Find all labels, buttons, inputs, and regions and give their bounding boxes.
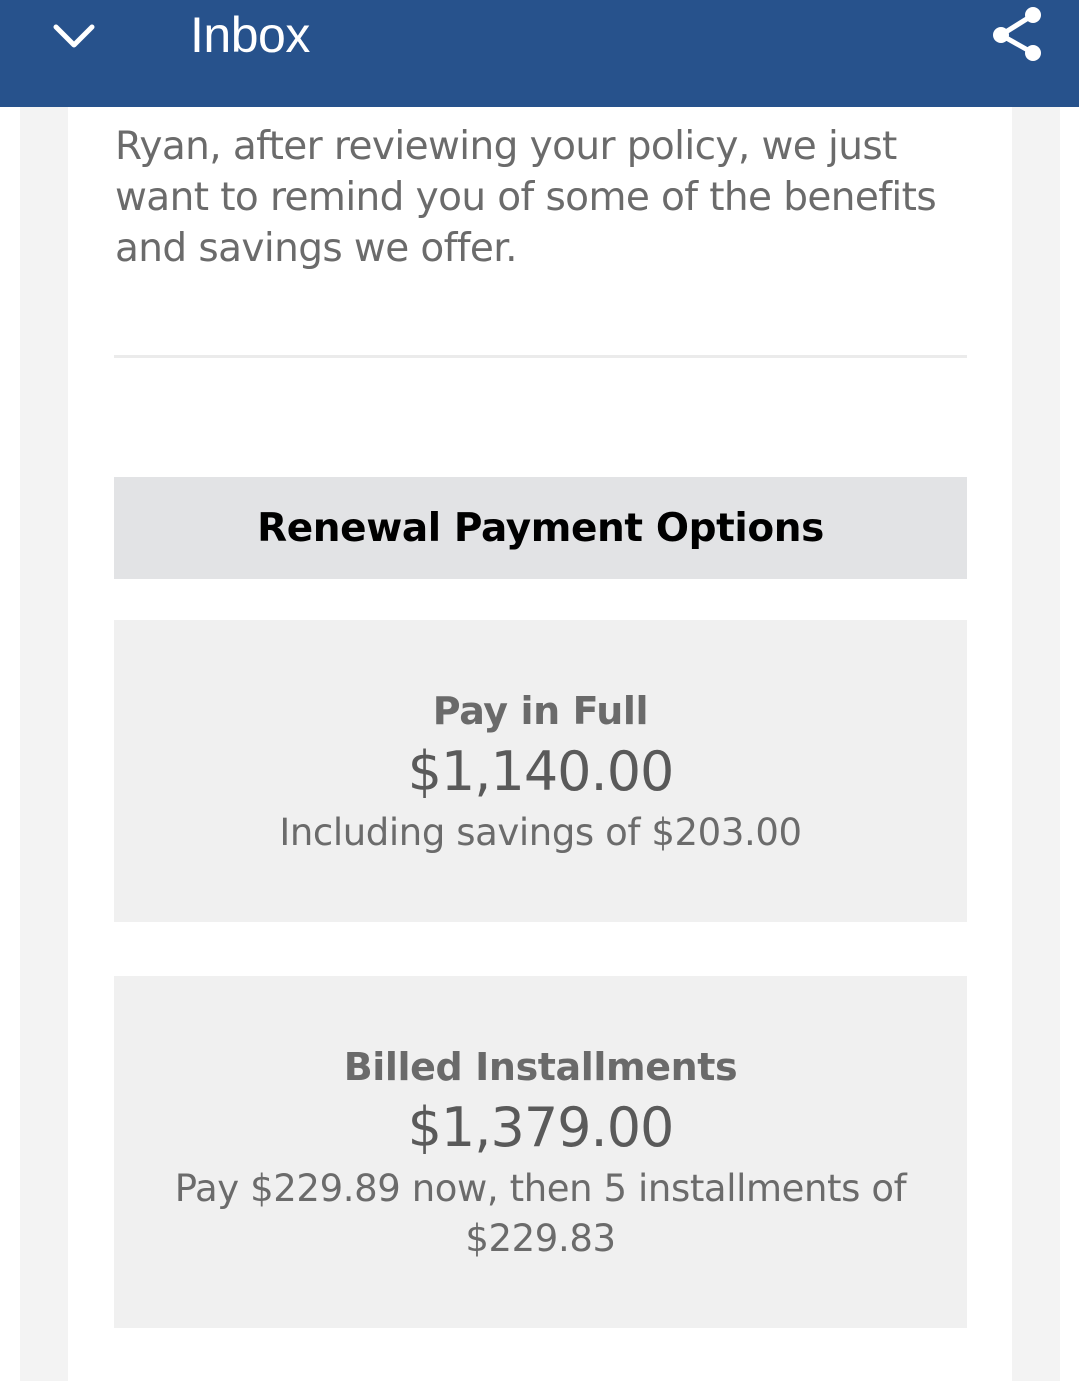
share-icon [989, 3, 1045, 63]
option-amount: $1,140.00 [407, 740, 674, 803]
option-title: Pay in Full [432, 689, 649, 733]
back-button[interactable] [44, 10, 104, 62]
share-button[interactable] [984, 0, 1050, 66]
pay-in-full-option[interactable] [114, 620, 967, 922]
left-gutter [20, 107, 68, 1381]
chevron-down-icon [50, 21, 98, 51]
divider [114, 355, 967, 358]
intro-text: Ryan, after reviewing your policy, we just want to remind you of some of the benefits and savings we offer. [115, 124, 937, 271]
app-bar [0, 0, 1079, 107]
option-note: Including savings of $203.00 [279, 811, 802, 854]
right-gutter [1012, 107, 1060, 1381]
message-body [68, 107, 1012, 1381]
options-header: Renewal Payment Options [114, 477, 967, 579]
option-title: Billed Installments [343, 1045, 738, 1089]
option-note: Pay $229.89 now, then 5 installments of $229.83 [174, 1167, 907, 1260]
option-amount: $1,379.00 [407, 1096, 674, 1159]
page-title: Inbox [190, 7, 310, 63]
billed-installments-option[interactable] [114, 976, 967, 1328]
